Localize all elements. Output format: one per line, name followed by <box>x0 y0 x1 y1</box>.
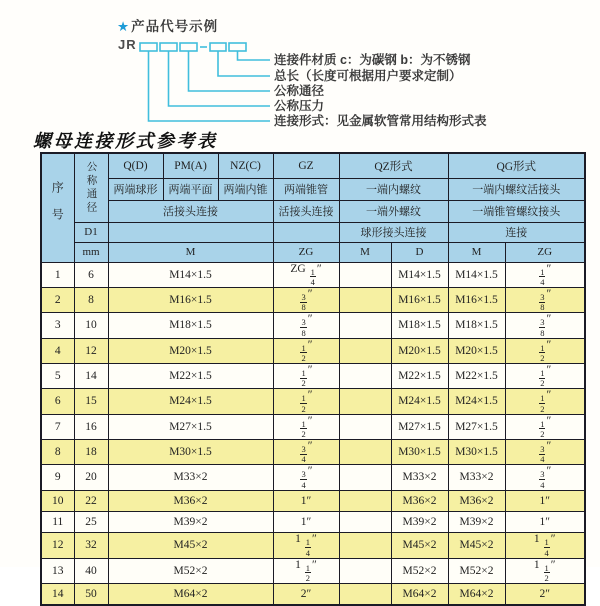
table-cell <box>339 363 391 388</box>
table-cell: $\frac{1}{2}$ ″ <box>505 338 585 363</box>
table-cell: 12 <box>41 533 74 558</box>
table-cell <box>339 414 391 439</box>
header-qz-sub3: 球形接头连接 <box>339 222 448 242</box>
header-nz-sub: 两端内锥 <box>218 178 273 200</box>
table-cell: $\frac{3}{8}$ ″ <box>273 287 339 312</box>
table-cell: M24×1.5 <box>448 389 505 414</box>
header-zg1: ZG <box>273 242 339 262</box>
table-cell: M14×1.5 <box>391 262 448 287</box>
table-cell: M33×2 <box>108 465 273 490</box>
table-row <box>41 287 585 312</box>
code-box-4 <box>210 43 226 51</box>
header-group-qg: QG形式 <box>448 153 585 178</box>
header-qg-sub1: 一端内螺纹活接头 <box>448 178 585 200</box>
table-cell: 14 <box>74 363 108 388</box>
table-cell: M39×2 <box>448 511 505 532</box>
table-cell <box>339 389 391 414</box>
table-cell: 1 $\frac{1}{2}$ ″ <box>505 558 585 583</box>
table-cell: $\frac{3}{8}$ ″ <box>505 313 585 338</box>
table-cell: M39×2 <box>108 511 273 532</box>
leader-line-5 <box>149 51 271 121</box>
diagram-title-text: 产品代号示例 <box>131 19 219 34</box>
table-cell: $\frac{3}{4}$ ″ <box>273 439 339 464</box>
table-cell <box>339 511 391 532</box>
header-group-nz: NZ(C) <box>218 153 273 178</box>
table-cell: M52×2 <box>108 558 273 583</box>
table-cell: $\frac{1}{2}$ ″ <box>273 414 339 439</box>
product-code-diagram <box>0 0 600 132</box>
table-cell: 15 <box>74 389 108 414</box>
diagram-title <box>117 15 218 35</box>
table-cell: M18×1.5 <box>391 313 448 338</box>
table-cell: M16×1.5 <box>448 287 505 312</box>
header-q-sub: 两端球形 <box>108 178 163 200</box>
code-box-2 <box>160 43 177 51</box>
table-cell <box>339 558 391 583</box>
table-cell: $\frac{3}{4}$ ″ <box>273 465 339 490</box>
table-cell: 6 <box>41 389 74 414</box>
table-cell: M64×2 <box>391 583 448 604</box>
table-cell: M20×1.5 <box>108 338 273 363</box>
table-cell: M18×1.5 <box>108 313 273 338</box>
leader-line-2 <box>218 51 270 76</box>
header-qg-sub3: 连接 <box>448 222 585 242</box>
legend-material: 连接件材质 c：为碳钢 b：为不锈钢 <box>274 53 471 67</box>
table-cell: 4 <box>41 338 74 363</box>
table-row <box>41 511 585 532</box>
table-cell: M20×1.5 <box>448 338 505 363</box>
table-cell: 1″ <box>505 490 585 511</box>
table-cell: M30×1.5 <box>391 439 448 464</box>
table-cell <box>339 313 391 338</box>
table-cell: $\frac{1}{4}$ ″ <box>505 262 585 287</box>
table-cell: M52×2 <box>448 558 505 583</box>
table-cell: M14×1.5 <box>108 262 273 287</box>
table-cell: $\frac{3}{8}$ ″ <box>273 313 339 338</box>
table-cell: M22×1.5 <box>108 363 273 388</box>
table-cell: M64×2 <box>108 583 273 604</box>
table-cell: M24×1.5 <box>108 389 273 414</box>
table-cell: M45×2 <box>108 533 273 558</box>
table-cell: 25 <box>74 511 108 532</box>
legend-diameter: 公称通径 <box>274 84 325 98</box>
table-cell <box>339 439 391 464</box>
header-union-connect: 活接头连接 <box>108 200 273 222</box>
table-cell: 22 <box>74 490 108 511</box>
table-cell: M36×2 <box>391 490 448 511</box>
table-cell: ZG $\frac{1}{4}$ ″ <box>273 262 339 287</box>
nut-connection-table <box>40 152 586 606</box>
table-cell: 5 <box>41 363 74 388</box>
table-cell: 8 <box>41 439 74 464</box>
table-cell: 40 <box>74 558 108 583</box>
table-row <box>41 439 585 464</box>
table-cell: M18×1.5 <box>448 313 505 338</box>
table-cell: M36×2 <box>448 490 505 511</box>
table-cell: 7 <box>41 414 74 439</box>
header-group-gz: GZ <box>273 153 339 178</box>
table-cell: 13 <box>41 558 74 583</box>
code-box-5 <box>229 43 246 51</box>
table-row <box>41 389 585 414</box>
table-cell: $\frac{3}{4}$ ″ <box>505 465 585 490</box>
table-cell: 18 <box>74 439 108 464</box>
table-cell: M27×1.5 <box>108 414 273 439</box>
header-m3: M <box>448 242 505 262</box>
table-row <box>41 583 585 604</box>
table-cell: 14 <box>41 583 74 604</box>
legend-connection: 连接形式：见金属软管常用结构形式表 <box>274 114 487 128</box>
table-cell: M20×1.5 <box>391 338 448 363</box>
leader-line-1 <box>238 51 271 60</box>
table-cell: $\frac{1}{2}$ ″ <box>273 338 339 363</box>
table-cell: 50 <box>74 583 108 604</box>
table-cell: 32 <box>74 533 108 558</box>
table-row <box>41 414 585 439</box>
table-cell: M14×1.5 <box>448 262 505 287</box>
table-cell: 10 <box>41 490 74 511</box>
table-cell: 1 <box>41 262 74 287</box>
leader-line-3 <box>189 51 271 91</box>
table-cell: 1 $\frac{1}{4}$ ″ <box>273 533 339 558</box>
table-cell <box>339 287 391 312</box>
header-d: D <box>391 242 448 262</box>
table-row <box>41 262 585 287</box>
table-header <box>41 153 585 262</box>
header-blank-1 <box>108 222 273 242</box>
table-cell: M45×2 <box>448 533 505 558</box>
table-cell: $\frac{1}{2}$ ″ <box>505 389 585 414</box>
table-row <box>41 363 585 388</box>
table-cell: 1 $\frac{1}{2}$ ″ <box>273 558 339 583</box>
table-row <box>41 558 585 583</box>
header-blank-2 <box>273 222 339 242</box>
table-cell: $\frac{1}{2}$ ″ <box>505 363 585 388</box>
table-cell: 16 <box>74 414 108 439</box>
table-row <box>41 490 585 511</box>
table-title: 螺母连接形式参考表 <box>33 131 218 151</box>
table-cell: 1″ <box>273 511 339 532</box>
table-cell <box>339 583 391 604</box>
table-cell: M27×1.5 <box>391 414 448 439</box>
table-cell: M45×2 <box>391 533 448 558</box>
table-cell <box>339 490 391 511</box>
header-index: 序号 <box>41 153 74 262</box>
table-cell: M64×2 <box>448 583 505 604</box>
table-cell: M33×2 <box>391 465 448 490</box>
table-cell: M16×1.5 <box>391 287 448 312</box>
header-gz-union-connect: 活接头连接 <box>273 200 339 222</box>
table-cell: $\frac{1}{2}$ ″ <box>505 414 585 439</box>
code-box-3 <box>180 43 197 51</box>
table-cell: $\frac{3}{8}$ ″ <box>505 287 585 312</box>
header-nominal-diameter: 公称通径 <box>74 153 108 222</box>
table-body <box>41 262 585 605</box>
table-cell: $\frac{1}{2}$ ″ <box>273 389 339 414</box>
table-cell: M30×1.5 <box>448 439 505 464</box>
code-box-1 <box>140 43 157 51</box>
header-m2: M <box>339 242 391 262</box>
table-cell <box>339 338 391 363</box>
star-icon: ★ <box>117 19 130 34</box>
table-cell: M22×1.5 <box>448 363 505 388</box>
table-cell: $\frac{1}{2}$ ″ <box>273 363 339 388</box>
header-qg-sub2: 一端锥管螺纹接头 <box>448 200 585 222</box>
header-qz-sub1: 一端内螺纹 <box>339 178 448 200</box>
header-group-q: Q(D) <box>108 153 163 178</box>
table-cell: 3 <box>41 313 74 338</box>
table-cell: 20 <box>74 465 108 490</box>
table-cell: M22×1.5 <box>391 363 448 388</box>
table-row <box>41 338 585 363</box>
table-cell <box>339 262 391 287</box>
table-cell: 12 <box>74 338 108 363</box>
table-cell: 8 <box>74 287 108 312</box>
header-group-qz: QZ形式 <box>339 153 448 178</box>
table-cell: 9 <box>41 465 74 490</box>
header-mm: mm <box>74 242 108 262</box>
table-cell <box>339 533 391 558</box>
table-row <box>41 465 585 490</box>
table-cell: $\frac{3}{4}$ ″ <box>505 439 585 464</box>
table-row <box>41 313 585 338</box>
product-code-prefix: JR <box>118 37 137 52</box>
header-zg2: ZG <box>505 242 585 262</box>
table-cell: M24×1.5 <box>391 389 448 414</box>
header-qz-sub2: 一端外螺纹 <box>339 200 448 222</box>
legend-length: 总长（长度可根据用户要求定制） <box>274 69 462 83</box>
table-cell: 6 <box>74 262 108 287</box>
table-row <box>41 533 585 558</box>
table-cell: 2 <box>41 287 74 312</box>
table-cell: M36×2 <box>108 490 273 511</box>
table-cell: 2″ <box>505 583 585 604</box>
header-gz-sub: 两端锥管 <box>273 178 339 200</box>
table-cell: 1″ <box>505 511 585 532</box>
table-cell: 1 $\frac{1}{4}$ ″ <box>505 533 585 558</box>
table-cell: 10 <box>74 313 108 338</box>
header-pm-sub: 两端平面 <box>163 178 218 200</box>
legend-pressure: 公称压力 <box>274 99 325 113</box>
table-cell: M30×1.5 <box>108 439 273 464</box>
table-cell: 1″ <box>273 490 339 511</box>
table-cell <box>339 465 391 490</box>
table-cell: M39×2 <box>391 511 448 532</box>
header-m1: M <box>108 242 273 262</box>
table-cell: M27×1.5 <box>448 414 505 439</box>
table-cell: 11 <box>41 511 74 532</box>
table-cell: M52×2 <box>391 558 448 583</box>
table-cell: M33×2 <box>448 465 505 490</box>
table-cell: M16×1.5 <box>108 287 273 312</box>
header-group-pm: PM(A) <box>163 153 218 178</box>
table-cell: 2″ <box>273 583 339 604</box>
header-d1: D1 <box>74 222 108 242</box>
